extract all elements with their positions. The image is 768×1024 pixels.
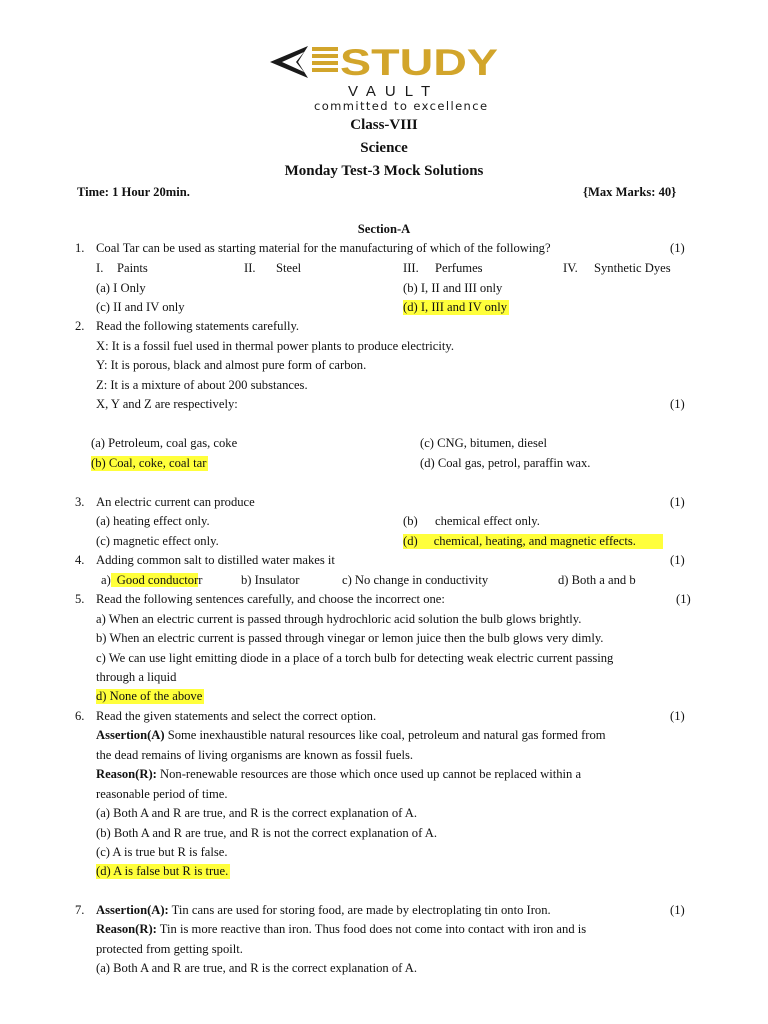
- q2-statement-y: Y: It is porous, black and almost pure form of carbon.: [96, 358, 367, 372]
- q1-item-text: Synthetic Dyes: [594, 261, 671, 275]
- q1-item-num: II.: [244, 261, 256, 275]
- q1-option: (a) I Only: [96, 281, 146, 295]
- q2-correct-option: (b) Coal, coke, coal tar: [91, 456, 207, 470]
- q5-option: c) We can use light emitting diode in a place of a torch bulb for detecting weak electric current passing: [96, 651, 614, 665]
- q4-option: b) Insulator: [241, 573, 300, 587]
- q2-number: 2.: [75, 319, 85, 333]
- q6-number: 6.: [75, 709, 85, 723]
- q2-marks: (1): [670, 397, 685, 411]
- q6-assertion-cont: the dead remains of living organisms are known as fossil fuels.: [96, 748, 413, 762]
- q2-statement-z: Z: It is a mixture of about 200 substances.: [96, 378, 308, 392]
- q2-option: (c) CNG, bitumen, diesel: [420, 436, 547, 450]
- study-vault-logo: [268, 38, 508, 116]
- q2-option: (d) Coal gas, petrol, paraffin wax.: [420, 456, 591, 470]
- q6-option: (a) Both A and R are true, and R is the correct explanation of A.: [96, 806, 418, 820]
- q1-item-num: IV.: [563, 261, 578, 275]
- q4-number: 4.: [75, 553, 85, 567]
- q1-option: (c) II and IV only: [96, 300, 185, 314]
- reason-label: Reason(R):: [96, 767, 157, 781]
- q4-correct-letter: a): [101, 573, 111, 587]
- q3-correct-text: chemical, heating, and magnetic effects.: [433, 534, 636, 548]
- q1-marks: (1): [670, 241, 685, 255]
- q4-correct-text: Good conductor: [111, 573, 199, 587]
- section-heading: Section-A: [357, 222, 411, 236]
- q3-correct-label: (d): [403, 534, 418, 548]
- q4-correct-trail: r: [198, 573, 203, 587]
- q3-option: (c) magnetic effect only.: [96, 534, 219, 548]
- q3-option: (a) heating effect only.: [96, 514, 210, 528]
- q6-correct-option: (d) A is false but R is true.: [96, 864, 229, 878]
- q1-text: Coal Tar can be used as starting material for the manufacturing of which of the following?: [96, 241, 551, 255]
- q3-option-text: chemical effect only.: [435, 514, 540, 528]
- q5-number: 5.: [75, 592, 85, 606]
- reason-label: Reason(R):: [96, 922, 157, 936]
- q7-assertion: [96, 903, 551, 918]
- q5-text: Read the following sentences carefully, and choose the incorrect one:: [96, 592, 445, 606]
- q5-correct-option: d) None of the above: [96, 689, 203, 703]
- reason-text: Non-renewable resources are those which once used up cannot be replaced within a: [156, 767, 582, 781]
- q1-item-text: Paints: [117, 261, 148, 275]
- q4-marks: (1): [670, 553, 685, 567]
- q1-item-text: Steel: [276, 261, 302, 275]
- logo-graphic: [268, 38, 508, 116]
- q4-option: c) No change in conductivity: [342, 573, 489, 587]
- q6-assertion: [96, 728, 606, 743]
- q3-marks: (1): [670, 495, 685, 509]
- q5-option: a) When an electric current is passed through hydrochloric acid solution the bulb glows brightly.: [96, 612, 582, 626]
- q2-option: (a) Petroleum, coal gas, coke: [91, 436, 238, 450]
- q4-text: Adding common salt to distilled water makes it: [96, 553, 335, 567]
- q6-reason: [96, 767, 581, 782]
- logo-vault-text: VAULT: [348, 83, 440, 100]
- q4-correct-option: [101, 573, 203, 588]
- q7-number: 7.: [75, 903, 85, 917]
- q2-ask: X, Y and Z are respectively:: [96, 397, 238, 411]
- q6-marks: (1): [670, 709, 685, 723]
- q1-item-text: Perfumes: [435, 261, 483, 275]
- q1-correct-option: (d) I, III and IV only: [403, 300, 507, 314]
- logo-study-text: STUDY: [340, 42, 499, 83]
- q7-marks: (1): [670, 903, 685, 917]
- q3-number: 3.: [75, 495, 85, 509]
- q6-text: Read the given statements and select the correct option.: [96, 709, 377, 723]
- q1-option: (b) I, II and III only: [403, 281, 503, 295]
- logo-tagline: committed to excellence: [314, 99, 489, 113]
- q7-option: (a) Both A and R are true, and R is the correct explanation of A.: [96, 961, 418, 975]
- subject-heading: Science: [360, 140, 408, 156]
- q5-option-cont: through a liquid: [96, 670, 177, 684]
- q4-option: d) Both a and b: [558, 573, 636, 587]
- q5-marks: (1): [676, 592, 691, 606]
- q2-statement-x: X: It is a fossil fuel used in thermal power plants to produce electricity.: [96, 339, 455, 353]
- q3-option-label: (b): [403, 514, 418, 528]
- reason-text: Tin is more reactive than iron. Thus food does not come into contact with iron and is: [156, 922, 587, 936]
- assertion-text: Some inexhaustible natural resources like coal, petroleum and natural gas formed from: [164, 728, 606, 742]
- test-title: Monday Test-3 Mock Solutions: [284, 163, 484, 179]
- q1-number: 1.: [75, 241, 85, 255]
- class-heading: Class-VIII: [350, 117, 418, 133]
- assertion-label: Assertion(A):: [96, 903, 169, 917]
- max-marks-label: {Max Marks: 40}: [583, 185, 677, 199]
- q7-reason-cont: protected from getting spoilt.: [96, 942, 243, 956]
- q7-reason: [96, 922, 586, 937]
- q6-option: (c) A is true but R is false.: [96, 845, 228, 859]
- q3-correct-option: [403, 534, 663, 549]
- assertion-text: Tin cans are used for storing food, are made by electroplating tin onto Iron.: [168, 903, 551, 917]
- q1-item-num: III.: [403, 261, 419, 275]
- q1-item-num: I.: [96, 261, 104, 275]
- q6-option: (b) Both A and R are true, and R is not the correct explanation of A.: [96, 826, 437, 840]
- q5-option: b) When an electric current is passed through vinegar or lemon juice then the bulb glows very dimly.: [96, 631, 604, 645]
- time-label: Time: 1 Hour 20min.: [77, 185, 190, 199]
- q6-reason-cont: reasonable period of time.: [96, 787, 228, 801]
- q2-text: Read the following statements carefully.: [96, 319, 300, 333]
- q3-text: An electric current can produce: [96, 495, 255, 509]
- assertion-label: Assertion(A): [96, 728, 165, 742]
